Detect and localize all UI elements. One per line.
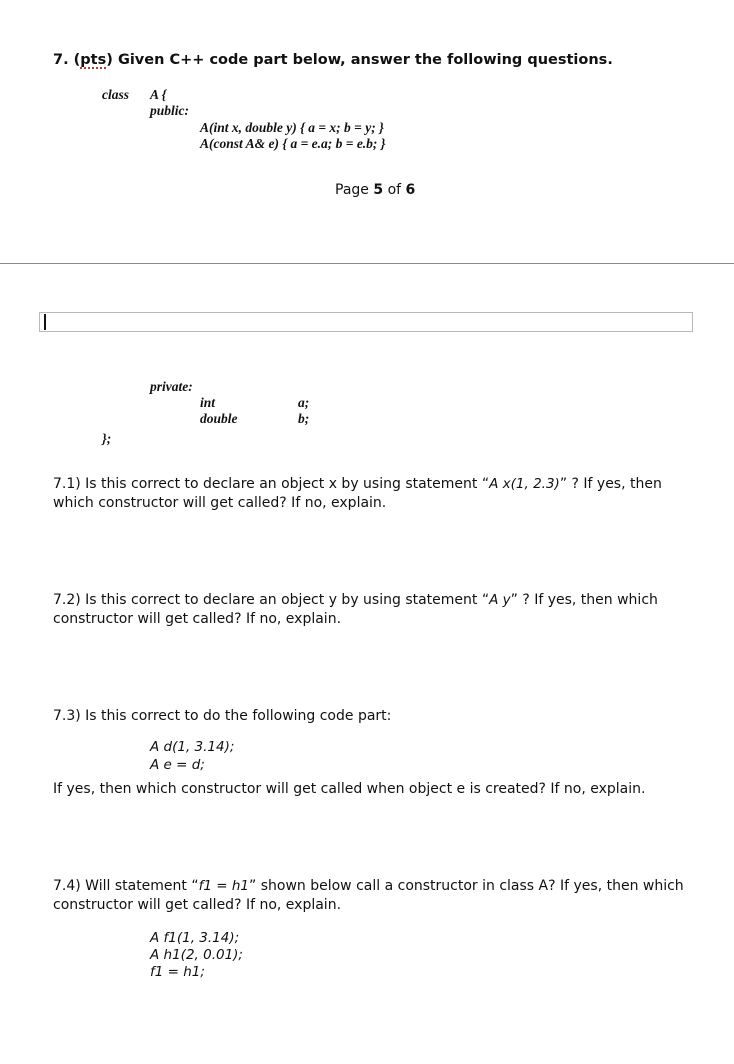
q74-code-2: A h1(2, 0.01);	[150, 947, 243, 963]
q74-code-1: A f1(1, 3.14);	[150, 930, 240, 946]
code-type-double: double	[200, 411, 238, 426]
question-7-1-line-1	[53, 476, 662, 492]
question-7-2-line-1	[53, 592, 658, 608]
q72-statement: A y	[489, 592, 511, 608]
heading-text: Given C++ code part below, answer the following questions.	[117, 52, 613, 68]
page-number	[335, 182, 415, 198]
page-current: 5	[373, 182, 384, 198]
q73-code-2: A e = d;	[150, 757, 205, 773]
code-var-b: b;	[298, 411, 310, 426]
code-type-int: int	[200, 395, 216, 410]
q72-text-pre: 7.2) Is this correct to declare an object y by using statement “	[53, 592, 490, 608]
q73-code-1: A d(1, 3.14);	[150, 739, 235, 755]
text-input-field[interactable]	[39, 312, 693, 332]
question-7-3-line-1: 7.3) Is this correct to do the following code part:	[53, 708, 392, 724]
question-7-2-line-2: constructor will get called? If no, explain.	[53, 611, 342, 627]
page-of: of	[387, 182, 402, 198]
q74-code-3: f1 = h1;	[150, 964, 205, 980]
code-class-close: };	[102, 431, 112, 446]
page-total: 6	[405, 182, 416, 198]
question-heading: 7. (pts) Given C++ code part below, answer the following questions.	[53, 52, 613, 68]
q71-statement: A x(1, 2.3)	[489, 476, 560, 492]
points-label: pts	[80, 52, 107, 68]
q74-statement: f1 = h1	[198, 878, 250, 894]
code-class-name: A {	[150, 87, 167, 102]
code-constructor-1: A(int x, double y) { a = x; b = y; }	[200, 120, 384, 135]
code-private-keyword: private:	[150, 379, 193, 394]
question-7-1-line-2: which constructor will get called? If no, explain.	[53, 495, 387, 511]
q72-text-post: ” ? If yes, then which	[510, 592, 658, 608]
code-public-keyword: public:	[150, 103, 189, 118]
question-number: 7.	[53, 52, 69, 68]
code-var-a: a;	[298, 395, 310, 410]
question-7-3-line-2: If yes, then which constructor will get called when object e is created? If no, explain.	[53, 781, 646, 797]
q71-text-pre: 7.1) Is this correct to declare an object x by using statement “	[53, 476, 490, 492]
question-7-4-line-1	[53, 878, 684, 894]
q71-text-post: ” ? If yes, then	[559, 476, 662, 492]
q74-text-post: ” shown below call a constructor in class A? If yes, then which	[249, 878, 684, 894]
page-divider	[0, 263, 734, 264]
page-label: Page	[335, 182, 369, 198]
q74-text-pre: 7.4) Will statement “	[53, 878, 199, 894]
code-class-keyword: class	[102, 87, 129, 102]
code-constructor-2: A(const A& e) { a = e.a; b = e.b; }	[200, 136, 386, 151]
question-7-4-line-2: constructor will get called? If no, explain.	[53, 897, 342, 913]
text-cursor	[44, 314, 46, 330]
